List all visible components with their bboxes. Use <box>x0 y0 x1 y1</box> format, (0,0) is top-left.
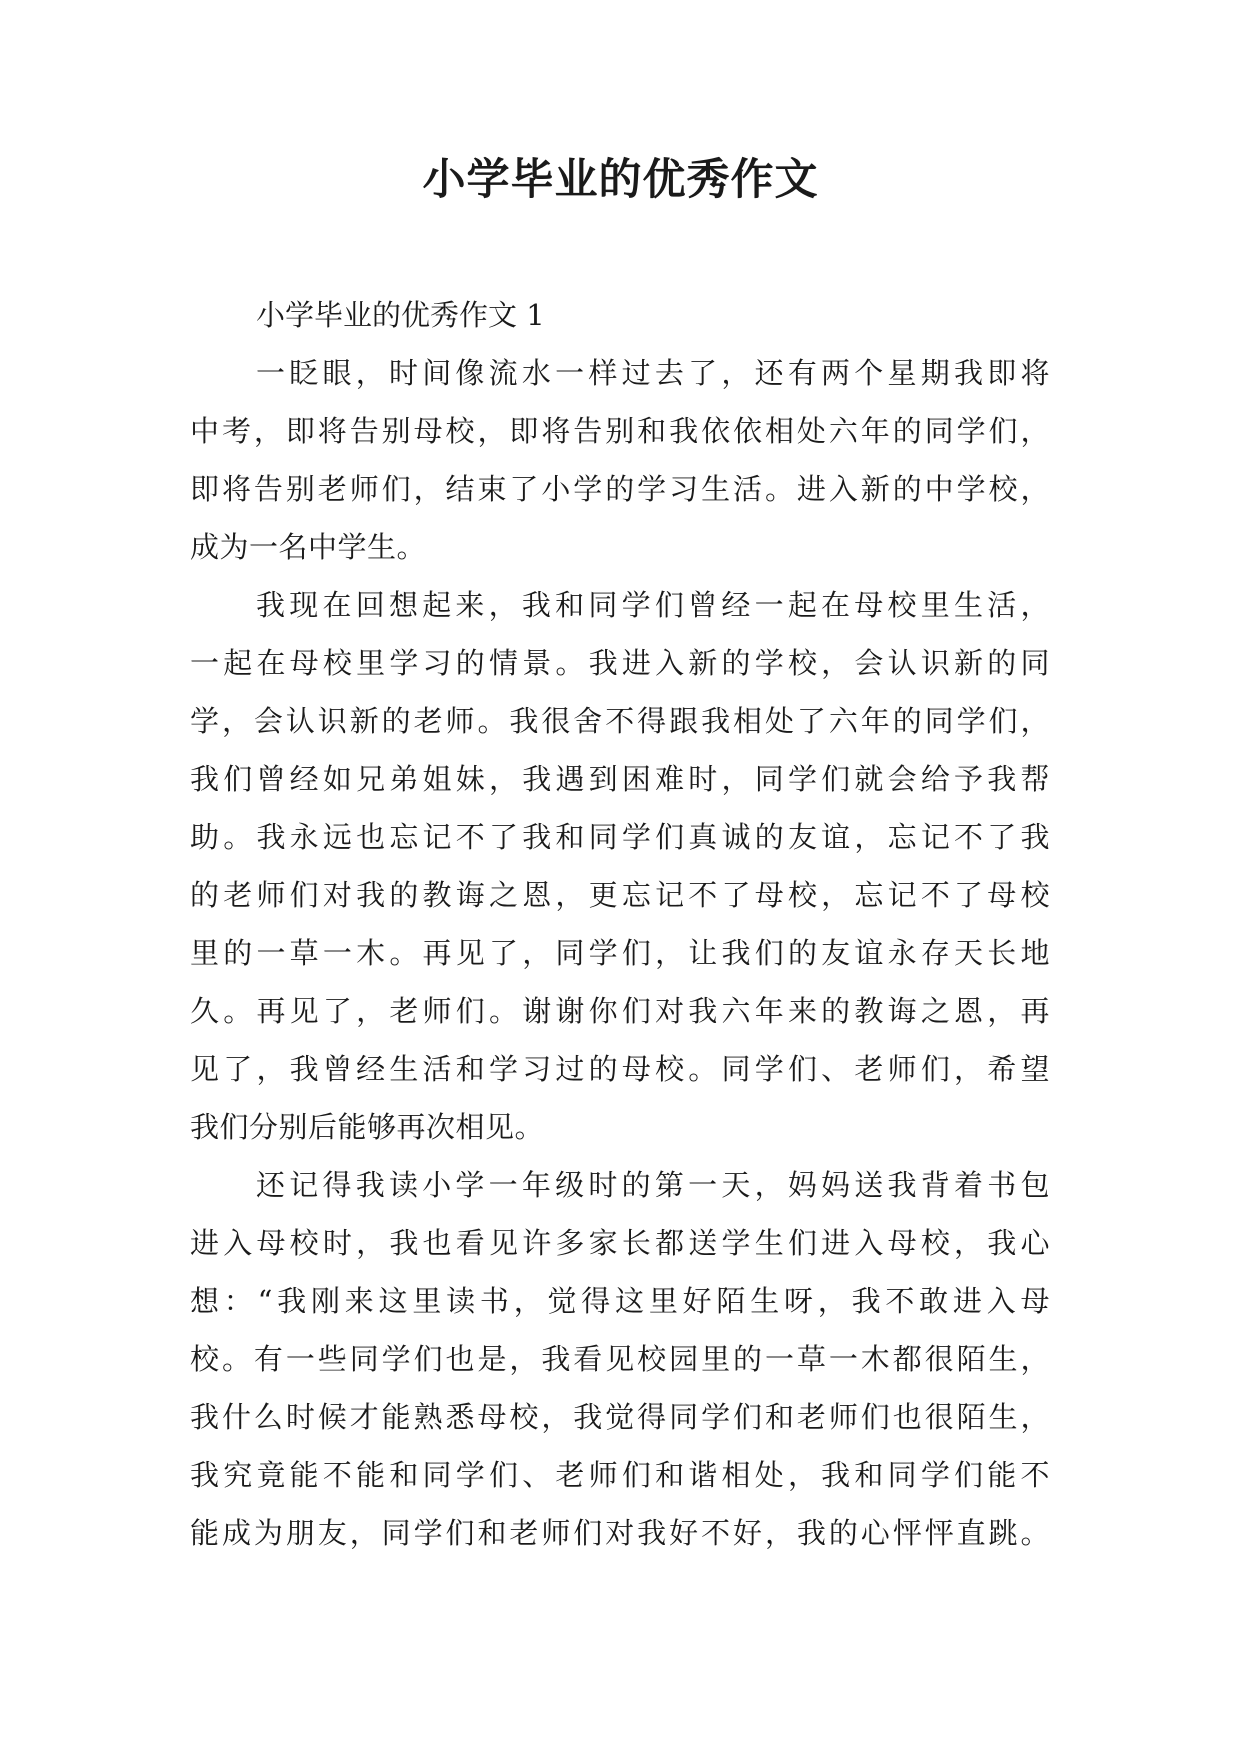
text-line: 我们分别后能够再次相见。 <box>190 1110 545 1144</box>
text-line: 的老师们对我的教诲之恩，更忘记不了母校，忘记不了母校 <box>190 878 1050 912</box>
document-title: 小学毕业的优秀作文 <box>422 155 819 205</box>
text-line: 中考，即将告别母校，即将告别和我依依相处六年的同学们， <box>190 414 1050 448</box>
text-line: 一起在母校里学习的情景。我进入新的学校，会认识新的同 <box>190 646 1050 680</box>
text-line: 我们曾经如兄弟姐妹，我遇到困难时，同学们就会给予我帮 <box>190 762 1050 796</box>
text-line: 久。再见了，老师们。谢谢你们对我六年来的教诲之恩，再 <box>190 994 1050 1028</box>
section-heading: 小学毕业的优秀作文 1 <box>256 298 545 332</box>
text-line: 还记得我读小学一年级时的第一天，妈妈送我背着书包 <box>256 1168 1050 1202</box>
text-line: 学，会认识新的老师。我很舍不得跟我相处了六年的同学们， <box>190 704 1050 738</box>
paragraph-1 <box>190 344 1050 576</box>
paragraph-2 <box>190 576 1050 1156</box>
text-line: 见了，我曾经生活和学习过的母校。同学们、老师们，希望 <box>190 1052 1050 1086</box>
text-line: 想：“我刚来这里读书，觉得这里好陌生呀，我不敢进入母 <box>190 1284 1050 1318</box>
text-line: 助。我永远也忘记不了我和同学们真诚的友谊，忘记不了我 <box>190 820 1050 854</box>
text-line: 我什么时候才能熟悉母校，我觉得同学们和老师们也很陌生， <box>190 1400 1050 1434</box>
paragraph-3 <box>190 1156 1050 1562</box>
text-line: 里的一草一木。再见了，同学们，让我们的友谊永存天长地 <box>190 936 1050 970</box>
text-line: 一眨眼，时间像流水一样过去了，还有两个星期我即将 <box>256 356 1050 390</box>
text-line: 能成为朋友，同学们和老师们对我好不好，我的心怦怦直跳。 <box>190 1516 1050 1550</box>
text-line: 我究竟能不能和同学们、老师们和谐相处，我和同学们能不 <box>190 1458 1050 1492</box>
text-line: 成为一名中学生。 <box>190 530 427 564</box>
text-line: 我现在回想起来，我和同学们曾经一起在母校里生活， <box>256 588 1050 622</box>
document-body <box>190 286 1050 1562</box>
text-line: 进入母校时，我也看见许多家长都送学生们进入母校，我心 <box>190 1226 1050 1260</box>
text-line: 即将告别老师们，结束了小学的学习生活。进入新的中学校， <box>190 472 1050 506</box>
text-line: 校。有一些同学们也是，我看见校园里的一草一木都很陌生， <box>190 1342 1050 1376</box>
